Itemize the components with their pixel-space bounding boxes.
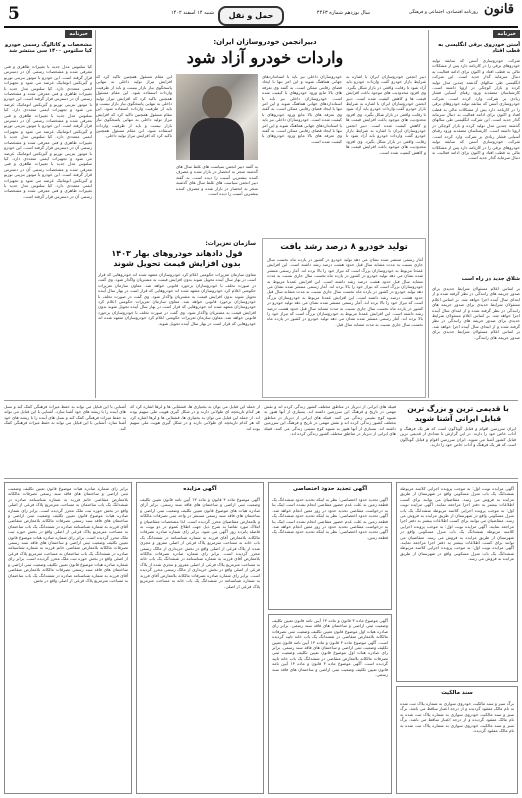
ad-right-top [396, 482, 518, 682]
lead-body-under-photo: به گفته دبیر انجمن سیاست های غلط سال های گذشته منجر به انحصار در بازار شده و مصرف کننده بیشترین آسیب را دیده است. به گفته دبیر انجمن سیاست های غلط سال های گذشته منجر به انحصار در بازار شده و مصرف کننده بیشترین آسیب را دیده است. [176, 164, 258, 197]
lead-body-col-3: این مقام مسئول همچنین تاکید کرد که افزایش تیراژ تولید داخلی به تنهایی پاسخگوی نیاز بازار نیست و باید از ظرفیت واردات استفاده شود. این مقام مسئول همچنین تاکید کرد که افزایش تیراژ تولید داخلی به تنهایی پاسخگوی نیاز بازار نیست و باید از ظرفیت واردات استفاده شود. این مقام مسئول همچنین تاکید کرد که افزایش تیراژ تولید داخلی به تنهایی پاسخگوی نیاز بازار نیست و باید از ظرفیت واردات استفاده شود. این مقام مسئول همچنین تاکید کرد که افزایش تیراژ تولید داخلی. [96, 74, 172, 139]
right-column [432, 30, 520, 398]
ad-mid-left [136, 482, 264, 794]
divider [4, 478, 518, 479]
ad-text: آگهی موضوع ماده ۳ قانون و ماده ۱۳ آیین نامه قانون تعیین تکلیف وضعیت ثبتی اراضی و ساختمان های فاقد سند رسمی. برابر رای صادره هیات اول موضوع قانون تعیین تکلیف وضعیت ثبتی تصرفات مالکانه بلامعارض متقاضی در ششدانگ یک باب خانه تایید گردیده است. آگهی موضوع ماده ۳ قانون و ماده ۱۳ آیین نامه قانون تعیین تکلیف وضعیت ثبتی اراضی و ساختمان های فاقد سند رسمی. برابر رای صادره هیات اول موضوع قانون تعیین تکلیف وضعیت ثبتی تصرفات مالکانه بلامعارض متقاضی در ششدانگ یک باب خانه تایید گردیده است. آگهی موضوع ماده ۳ قانون و ماده ۱۳ آیین نامه قانون تعیین تکلیف وضعیت ثبتی اراضی و ساختمان های فاقد سند رسمی. [272, 618, 388, 678]
ad-text: آگهی تحدید حدود اختصاصی: نظر به اینکه تحدید حدود ششدانگ یک قطعه زمین به علت عدم حضور متقاضی انجام نشده است اینک بنا به درخواست متقاضی تحدید حدود در روز معین انجام خواهد شد. آگهی تحدید حدود اختصاصی: نظر به اینکه تحدید حدود ششدانگ یک قطعه زمین به علت عدم حضور متقاضی انجام نشده است اینک بنا به درخواست متقاضی تحدید حدود در روز معین انجام خواهد شد. آگهی تحدید حدود اختصاصی: نظر به اینکه تحدید حدود ششدانگ یک قطعه زمین. [272, 497, 388, 540]
tribes-body-cont-3: آشنایی با این قبایل می تواند به حفظ میراث فرهنگی کمک کند و نسل های آینده را با ریشه های خود آشنا سازد. آشنایی با این قبایل می تواند به حفظ میراث فرهنگی کمک کند و نسل های آینده را با ریشه های خود آشنا سازد. آشنایی با این قبایل می تواند به حفظ میراث فرهنگی کمک کند. [4, 404, 126, 431]
ad-text: برابر رای شماره صادره هیات موضوع قانون تعیین تکلیف وضعیت ثبتی اراضی و ساختمان های فاقد سند رسمی تصرفات مالکانه بلامعارض متقاضی خانم فرزند به شماره شناسنامه صادره در ششدانگ یک باب ساختمان به مساحت مترمربع پلاک فرعی از اصلی واقع در بخش حوزه ثبت ملک محرز گردیده است. برابر رای شماره صادره هیات موضوع قانون تعیین تکلیف وضعیت ثبتی اراضی و ساختمان های فاقد سند رسمی تصرفات مالکانه بلامعارض متقاضی آقای فرزند به شماره شناسنامه صادره در ششدانگ یک باب ساختمان به مساحت مترمربع پلاک فرعی از اصلی واقع در بخش حوزه ثبت ملک محرز گردیده است. برابر رای شماره صادره هیات موضوع قانون تعیین تکلیف وضعیت ثبتی اراضی و ساختمان های فاقد سند رسمی تصرفات مالکانه بلامعارض متقاضی خانم فرزند به شماره شناسنامه صادره در ششدانگ یک باب ساختمان به مساحت مترمربع پلاک فرعی از اصلی واقع در بخش حوزه ثبت ملک محرز گردیده است. برابر رای شماره صادره هیات موضوع قانون تعیین تکلیف وضعیت ثبتی اراضی و ساختمان های فاقد سند رسمی تصرفات مالکانه بلامعارض متقاضی آقای فرزند به شماره شناسنامه صادره در ششدانگ یک باب ساختمان به مساحت مترمربع پلاک فرعی از اصلی واقع در بخش. [8, 486, 128, 583]
lead-body-col-1: دبیر انجمن خودروسازان ایران با اشاره به شرایط بازار خودرو گفت واردات خودرو باید آزاد شود تا رقابت واقعی در بازار شکل بگیرد. وی افزود محدودیت های موجود باعث افزایش قیمت ها و کاهش کیفیت شده است. دبیر انجمن خودروسازان ایران با اشاره به شرایط بازار خودرو گفت واردات خودرو باید آزاد شود تا رقابت واقعی در بازار شکل بگیرد. وی افزود محدودیت های موجود باعث افزایش قیمت ها و کاهش کیفیت شده است. دبیر انجمن خودروسازان ایران با اشاره به شرایط بازار خودرو گفت واردات خودرو باید آزاد شود تا رقابت واقعی در بازار شکل بگیرد. وی افزود محدودیت های موجود باعث افزایش قیمت ها و کاهش کیفیت شده است. [346, 74, 426, 155]
person-suit [190, 118, 244, 160]
tribes-body: ایران سرزمین اقوام و قبایل گوناگون است که هر یک فرهنگ و آداب خاص خود را دارند. در این گزارش با تعدادی از قدیمی ترین قبایل کشور آشنا می شوید. ایران سرزمین اقوام و قبایل گوناگون است که هر یک فرهنگ و آداب خاص خود را دارند. [400, 426, 516, 448]
divider [4, 400, 518, 401]
ad-mid-right-bottom [268, 614, 392, 794]
ad-sale-title: آگهی مزایده [183, 486, 217, 492]
ad-right-bottom [396, 686, 518, 794]
lead-headline: واردات خودرو آزاد شود [186, 48, 344, 67]
ad-notice-title: آگهی تحدید حدود اختصاصی [292, 486, 368, 492]
right-column-headline-1: آستن خودروی برقی انگلیسی به قطب افتاد [438, 42, 520, 55]
section-title-badge [218, 6, 284, 26]
right-column-tag: خبرنامه [493, 30, 520, 38]
section-title: حمل و نقل [228, 11, 274, 20]
page-number: 5 [8, 4, 20, 24]
tribes-headline-1: با قدیمی ترین و بزرگ ترین [407, 404, 509, 413]
logo: قانون [483, 2, 515, 17]
production-body: آمار رسمی منتشر شده نشان می دهد تولید خودرو در کشور در یازده ماه نخست سال جاری نسبت به مدت مشابه سال قبل حدود هشت درصد رشد داشته است. این افزایش عمدتا مربوط به خودروسازان بزرگ است که تیراژ خود را بالا برده اند. آمار رسمی منتشر شده نشان می دهد تولید خودرو در کشور در یازده ماه نخست سال جاری نسبت به مدت مشابه سال قبل حدود هشت درصد رشد داشته است. این افزایش عمدتا مربوط به خودروسازان بزرگ است که تیراژ خود را بالا برده اند. آمار رسمی منتشر شده نشان می دهد تولید خودرو در کشور در یازده ماه نخست سال جاری نسبت به مدت مشابه سال قبل حدود هشت درصد رشد داشته است. این افزایش عمدتا مربوط به خودروسازان بزرگ است که تیراژ خود را بالا برده اند. آمار رسمی منتشر شده نشان می دهد تولید خودرو در کشور در یازده ماه نخست سال جاری نسبت به مدت مشابه سال قبل حدود هشت درصد رشد داشته است. این افزایش عمدتا مربوط به خودروسازان بزرگ است که تیراژ خود را بالا برده اند. آمار رسمی منتشر شده نشان می دهد تولید خودرو در کشور در یازده ماه نخست سال جاری نسبت به مدت مشابه سال قبل. [267, 257, 423, 327]
tribes-headline-2: قبایل ایرانی آشنا شوید [414, 414, 502, 423]
tagline: روزنامه اقتصادی، اجتماعی و فرهنگی [408, 10, 478, 15]
left-column-headline: مشخصات و کاتالوگ رسمی خودرو کیا سلتوس ۱۴۰۰ سی منتشر شد [5, 42, 92, 55]
person-silhouette [202, 86, 232, 120]
issue-date: شنبه ۱۴ اسفند ۱۴۰۲ [170, 10, 214, 16]
taziraat-headline-2: بدون افزایش قیمت تحویل شوند [113, 259, 241, 268]
tribes-body-cont-1: قبیله های ایرانی از دیرباز در مناطق مختلف کشور زندگی کرده اند و نقش مهمی در تاریخ و فرهنگ این سرزمین داشته اند. بسیاری از آنها هنوز به شیوه کوچ نشینی زندگی می کنند. قبیله های ایرانی از دیرباز در مناطق مختلف کشور زندگی کرده اند و نقش مهمی در تاریخ و فرهنگ این سرزمین داشته اند. بسیاری از آنها هنوز به شیوه کوچ نشینی زندگی می کنند. قبیله های ایرانی از دیرباز در مناطق مختلف کشور زندگی کرده اند. [264, 404, 396, 437]
ad-text: آگهی مزایده نوبت اول: به موجب پرونده اجرایی کلاسه مربوطه ششدانگ یک باب منزل مسکونی واقع در شهرستان از طریق مزایده به فروش می رسد. متقاضیان می توانند برای کسب اطلاعات بیشتر به دفتر اجرا مراجعه نمایند. آگهی مزایده نوبت اول: به موجب پرونده اجرایی کلاسه مربوطه ششدانگ یک باب منزل مسکونی واقع در شهرستان از طریق مزایده به فروش می رسد. متقاضیان می توانند برای کسب اطلاعات بیشتر به دفتر اجرا مراجعه نمایند. آگهی مزایده نوبت اول: به موجب پرونده اجرایی کلاسه مربوطه ششدانگ یک باب منزل مسکونی واقع در شهرستان از طریق مزایده به فروش می رسد. متقاضیان می توانند برای کسب اطلاعات بیشتر به دفتر اجرا مراجعه نمایند. آگهی مزایده نوبت اول: به موجب پرونده اجرایی کلاسه مربوطه ششدانگ یک باب منزل مسکونی واقع در شهرستان از طریق مزایده به فروش می رسد. [400, 486, 514, 562]
taziraat-kicker: سازمان تعزیرات: [205, 240, 256, 247]
ad-left [4, 482, 132, 794]
production-story-box [262, 238, 426, 398]
right-column-headline-2: شلاق جدید در راه است [461, 276, 520, 282]
taziraat-headline-1: قول دادهاند خودروهای بهار ۱۴۰۳ [111, 249, 243, 258]
left-column [4, 30, 92, 398]
taziraat-body: معاون سازمان تعزیرات حکومتی اعلام کرد خودروسازان متعهد شده اند خودروهایی که قرار است در بهار سال آینده تحویل شوند بدون افزایش قیمت به مشتریان واگذار شود. وی گفت در صورت تخلف با خودروسازان برخورد قانونی خواهد شد. معاون سازمان تعزیرات حکومتی اعلام کرد خودروسازان متعهد شده اند خودروهایی که قرار است در بهار سال آینده تحویل شوند بدون افزایش قیمت به مشتریان واگذار شود. وی گفت در صورت تخلف با خودروسازان برخورد قانونی خواهد شد. معاون سازمان تعزیرات حکومتی اعلام کرد خودروسازان متعهد شده اند خودروهایی که قرار است در بهار سال آینده تحویل شوند بدون افزایش قیمت به مشتریان واگذار شود. وی گفت در صورت تخلف با خودروسازان برخورد قانونی خواهد شد. معاون سازمان تعزیرات حکومتی اعلام کرد خودروسازان متعهد شده اند خودروهایی که قرار است در بهار سال آینده تحویل شوند. [98, 272, 256, 326]
ad-mid-right-top [268, 482, 392, 610]
lead-kicker: دبیرانجمن خودروسازان ایران: [213, 38, 317, 46]
taziraat-story [98, 238, 258, 398]
production-headline: تولید خودرو ۸ درصد رشد یافت [280, 242, 408, 252]
right-column-body-2: بر اساس اعلام مسئولان شرایط جدیدی برای صدور جریمه های رانندگی در نظر گرفته شده و از ابتدای سال آینده اجرا خواهد شد. بر اساس اعلام مسئولان شرایط جدیدی برای صدور جریمه های رانندگی در نظر گرفته شده و از ابتدای سال آینده اجرا خواهد شد. بر اساس اعلام مسئولان شرایط جدیدی برای صدور جریمه های رانندگی در نظر گرفته شده و از ابتدای سال آینده اجرا خواهد شد. بر اساس اعلام مسئولان شرایط جدیدی برای صدور جریمه های رانندگی. [432, 286, 520, 340]
divider [428, 30, 429, 398]
lead-body-col-2: خودروسازان داخلی نیز باید با استانداردهای جهانی هماهنگ شوند و این امر تنها با ایجاد فضای رقابتی ممکن است. به گفته وی تعرفه های بالا مانع ورود خودروهای با کیفیت شده است. خودروسازان داخلی نیز باید با استانداردهای جهانی هماهنگ شوند و این امر تنها با ایجاد فضای رقابتی ممکن است. به گفته وی تعرفه های بالا مانع ورود خودروهای با کیفیت شده است. خودروسازان داخلی نیز باید با استانداردهای جهانی هماهنگ شوند و این امر تنها با ایجاد فضای رقابتی ممکن است. به گفته وی تعرفه های بالا مانع ورود خودروهای با کیفیت شده است. [262, 74, 342, 144]
issue-info: سال نوزدهم شماره ۴۴۶۳ [316, 10, 370, 16]
ad-lost-doc-title: سند مالکیت [441, 690, 473, 696]
lead-photo [176, 74, 258, 160]
ad-text: آگهی موضوع ماده ۳ قانون و ماده ۱۳ آیین نامه قانون تعیین تکلیف وضعیت ثبتی اراضی و ساختمان های فاقد سند رسمی. برابر آرای صادره هیات های موضوع قانون تعیین تکلیف وضعیت ثبتی اراضی و ساختمان های فاقد سند رسمی مستقر در واحد ثبتی تصرفات مالکانه و بلامعارض متقاضیان محرز گردیده است. لذا مشخصات متقاضیان و املاک مورد تقاضا به شرح ذیل جهت اطلاع عموم در دو نوبت به فاصله پانزده روز آگهی می شود. برابر رای شماره صادره تصرفات مالکانه بلامعارض آقای فرزند به شماره شناسنامه در ششدانگ یک باب خانه به مساحت مترمربع پلاک فرعی از اصلی مفروز و مجزی شده از پلاک فرعی از اصلی واقع در بخش خریداری از مالک رسمی محرز گردیده است. برابر رای شماره صادره تصرفات مالکانه بلامعارض آقای فرزند به شماره شناسنامه در ششدانگ یک باب خانه به مساحت مترمربع پلاک فرعی از اصلی مفروز و مجزی شده از پلاک فرعی از اصلی واقع در بخش خریداری از مالک رسمی محرز گردیده است. برابر رای شماره صادره تصرفات مالکانه بلامعارض آقای فرزند به شماره شناسنامه در ششدانگ یک باب خانه به مساحت مترمربع پلاک فرعی از اصلی. [140, 497, 260, 589]
masthead-rule [4, 26, 518, 28]
left-column-body: کیا سلتوس مدل جدید با تغییرات ظاهری و فنی معرفی شده و مشخصات رسمی آن در دسترس قرار گرفته است. این خودرو با موتور بنزینی توربو و گیربکس اتوماتیک عرضه می شود و تجهیزات ایمنی متعددی دارد. کیا سلتوس مدل جدید با تغییرات ظاهری و فنی معرفی شده و مشخصات رسمی آن در دسترس قرار گرفته است. این خودرو با موتور بنزینی توربو و گیربکس اتوماتیک عرضه می شود و تجهیزات ایمنی متعددی دارد. کیا سلتوس مدل جدید با تغییرات ظاهری و فنی معرفی شده و مشخصات رسمی آن در دسترس قرار گرفته است. این خودرو با موتور بنزینی توربو و گیربکس اتوماتیک عرضه می شود و تجهیزات ایمنی متعددی دارد. کیا سلتوس مدل جدید با تغییرات ظاهری و فنی معرفی شده و مشخصات رسمی آن در دسترس قرار گرفته است. این خودرو با موتور بنزینی توربو و گیربکس اتوماتیک عرضه می شود و تجهیزات ایمنی متعددی دارد. کیا سلتوس مدل جدید با تغییرات ظاهری و فنی معرفی شده و مشخصات رسمی آن در دسترس قرار گرفته است. این خودرو با موتور بنزینی توربو و گیربکس اتوماتیک عرضه می شود و تجهیزات ایمنی متعددی دارد. کیا سلتوس مدل جدید با تغییرات ظاهری و فنی معرفی شده و مشخصات رسمی آن در دسترس قرار گرفته است. [4, 64, 92, 199]
left-column-tag: خبرنامه [65, 30, 92, 38]
tribes-body-cont-2: از جمله این قبایل می توان به بختیاری ها، قشقایی ها و لرها اشاره کرد که هر کدام تاریخچه ای طولانی دارند و در شکل گیری هویت ملی سهیم بوده اند. از جمله این قبایل می توان به بختیاری ها، قشقایی ها و لرها اشاره کرد که هر کدام تاریخچه ای طولانی دارند و در شکل گیری هویت ملی سهیم بوده اند. [130, 404, 260, 431]
ad-text: برگ سبز و سند مالکیت خودروی سواری به شماره پلاک ثبت شده به نام مالک مفقود گردیده و از درجه اعتبار ساقط می باشد. برگ سبز و سند مالکیت خودروی سواری به شماره پلاک ثبت شده به نام مالک مفقود گردیده و از درجه اعتبار ساقط می باشد. برگ سبز و سند مالکیت خودروی سواری به شماره پلاک ثبت شده به نام مالک مفقود گردیده. [400, 701, 514, 734]
right-column-body-1: شرکت خودروسازی آستن که سابقه تولید خودروهای برقی را در کارنامه دارد پس از مشکلات مالی به قطب افتاد و اکنون برای ادامه فعالیت به دنبال سرمایه گذار جدید است. این شرکت انگلیسی طی سالهای گذشته چندین مدل تولید کرده و بازار کوچکی در اروپا داشته است. کارشناسان معتقدند ورود رقبای آسیایی فشار زیادی بر شرکت وارد کرده است. شرکت خودروسازی آستن که سابقه تولید خودروهای برقی را در کارنامه دارد پس از مشکلات مالی به قطب افتاد و اکنون برای ادامه فعالیت به دنبال سرمایه گذار جدید است. این شرکت انگلیسی طی سالهای گذشته چندین مدل تولید کرده و بازار کوچکی در اروپا داشته است. کارشناسان معتقدند ورود رقبای آسیایی فشار زیادی بر شرکت وارد کرده است. شرکت خودروسازی آستن که سابقه تولید خودروهای برقی را در کارنامه دارد پس از مشکلات مالی به قطب افتاد و اکنون برای ادامه فعالیت به دنبال سرمایه گذار جدید است. [432, 58, 520, 161]
